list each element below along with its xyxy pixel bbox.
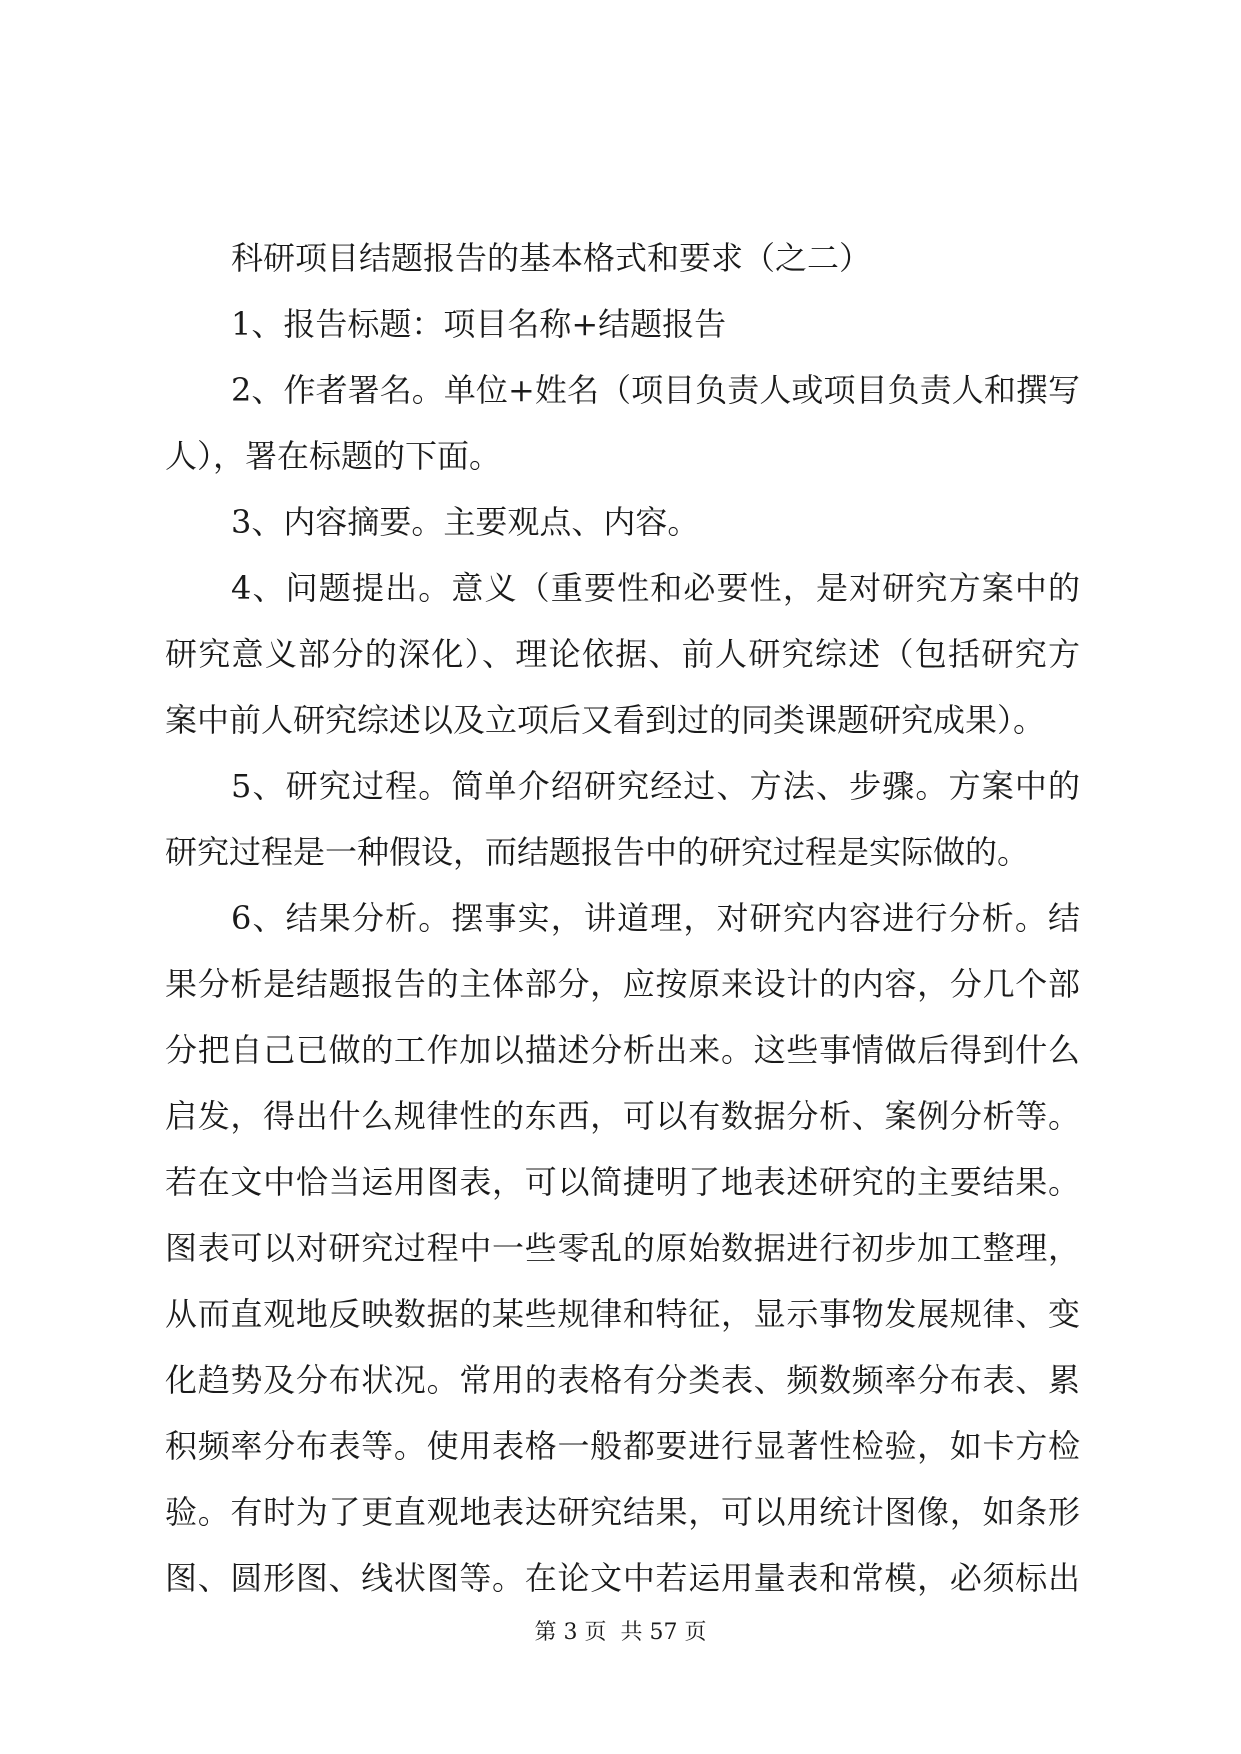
paragraph-6-line-3: 分把自己已做的工作加以描述分析出来。这些事情做后得到什么 — [165, 1031, 1080, 1069]
paragraph-3-line-1: 3、内容摘要。主要观点、内容。 — [231, 503, 700, 541]
paragraph-1-line-1: 1、报告标题：项目名称+结题报告 — [231, 305, 727, 343]
paragraph-6-line-5: 若在文中恰当运用图表，可以简捷明了地表述研究的主要结果。 — [165, 1163, 1080, 1201]
paragraph-6-line-1: 6、结果分析。摆事实，讲道理，对研究内容进行分析。结 — [231, 899, 1080, 937]
paragraph-2-line-1: 2、作者署名。单位+姓名（项目负责人或项目负责人和撰写 — [231, 371, 1080, 409]
page-footer — [0, 1618, 1241, 1648]
paragraph-6-line-6: 图表可以对研究过程中一些零乱的原始数据进行初步加工整理， — [165, 1229, 1080, 1267]
paragraph-6-line-7: 从而直观地反映数据的某些规律和特征，显示事物发展规律、变 — [165, 1295, 1080, 1333]
paragraph-6-line-9: 积频率分布表等。使用表格一般都要进行显著性检验，如卡方检 — [165, 1427, 1080, 1465]
paragraph-5-line-1: 5、研究过程。简单介绍研究经过、方法、步骤。方案中的 — [231, 767, 1080, 805]
paragraph-6-line-11: 图、圆形图、线状图等。在论文中若运用量表和常模，必须标出 — [165, 1559, 1080, 1597]
page-number: 第 3 页 共 57 页 — [534, 1620, 707, 1645]
paragraph-6-line-2: 果分析是结题报告的主体部分，应按原来设计的内容，分几个部 — [165, 965, 1080, 1003]
paragraph-2-line-2: 人），署在标题的下面。 — [165, 437, 502, 475]
paragraph-4-line-1: 4、问题提出。意义（重要性和必要性，是对研究方案中的 — [231, 569, 1080, 607]
paragraph-4-line-3: 案中前人研究综述以及立项后又看到过的同类课题研究成果）。 — [165, 701, 1046, 739]
paragraph-6-line-4: 启发，得出什么规律性的东西，可以有数据分析、案例分析等。 — [165, 1097, 1080, 1135]
paragraph-4-line-2: 研究意义部分的深化）、理论依据、前人研究综述（包括研究方 — [165, 635, 1080, 673]
paragraph-6-line-10: 验。有时为了更直观地表达研究结果，可以用统计图像，如条形 — [165, 1493, 1080, 1531]
document-title: 科研项目结题报告的基本格式和要求（之二） — [231, 239, 872, 277]
paragraph-5-line-2: 研究过程是一种假设，而结题报告中的研究过程是实际做的。 — [165, 833, 1030, 871]
document-body — [165, 225, 1080, 1611]
paragraph-6-line-8: 化趋势及分布状况。常用的表格有分类表、频数频率分布表、累 — [165, 1361, 1080, 1399]
